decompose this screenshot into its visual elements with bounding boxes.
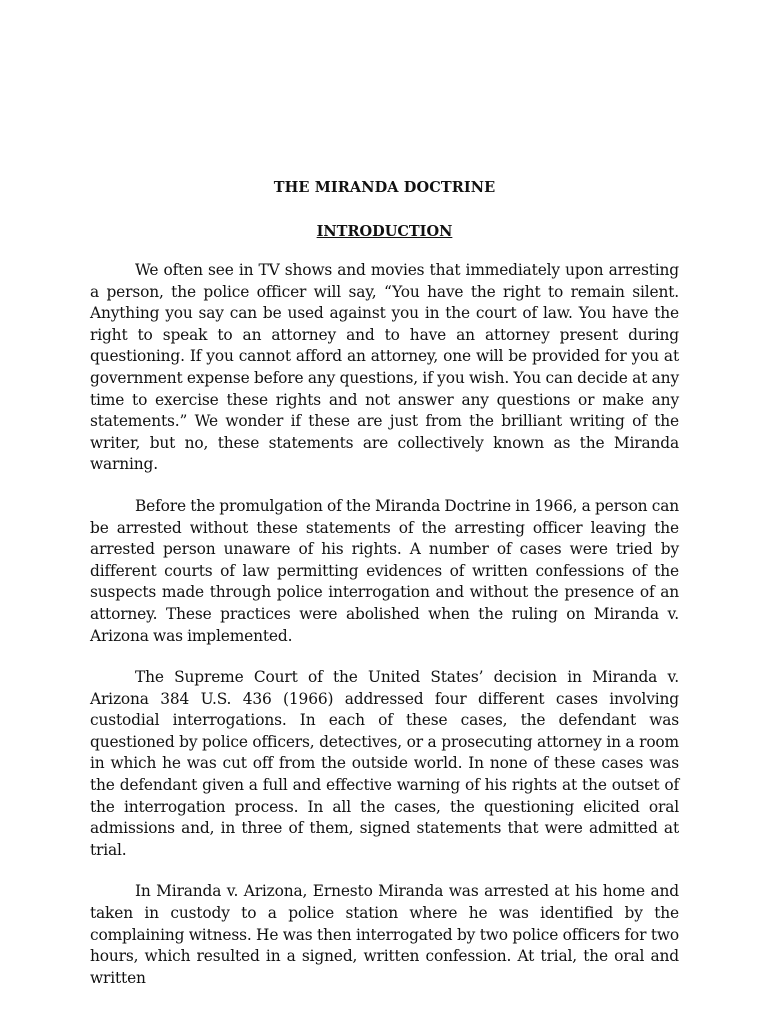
paragraph-miranda-v-arizona: In Miranda v. Arizona, Ernesto Miranda was arrested at his home and taken in custody to a police station where he was identified by the complaining witness. He was then interrogated by two police officers for two hours, which resulted in a signed, written confession. At trial, the oral and written [90, 882, 679, 987]
paragraph-miranda-warning: We often see in TV shows and movies that immediately upon arresting a person, the police officer will say, “You have the right to remain silent. Anything you say can be used against you in the court of law. You have the right to speak to an attorney and to have an attorney present during questioning. If you cannot afford an attorney, one will be provided for you at government expense before any questions, if you wish. You can decide at any time to exercise these rights and not answer any questions or make any statements.” We wonder if these are just from the brilliant writing of the writer, but no, these statements are collectively known as the Miranda warning. [90, 261, 679, 474]
document-body [90, 174, 679, 989]
paragraph-before-promulgation: Before the promulgation of the Miranda Doctrine in 1966, a person can be arrested without these statements of the arresting officer leaving the arrested person unaware of his rights. A number of cases were tried by different courts of law permitting evidences of written confessions of the suspects made through police interrogation and without the presence of an attorney. These practices were abolished when the ruling on Miranda v. Arizona was implemented. [90, 496, 679, 645]
section-heading-introduction: INTRODUCTION [316, 223, 453, 240]
paragraph-supreme-court-decision: The Supreme Court of the United States’ decision in Miranda v. Arizona 384 U.S. 436 (1966) addressed four different cases involving custodial interrogations. In each of these cases, the defendant was questioned by police officers, detectives, or a prosecuting attorney in a room in which he was cut off from the outside world. In none of these cases was the defendant given a full and effective warning of his rights at the outset of the interrogation process. In all the cases, the questioning elicited oral admissions and, in three of them, signed statements that were admitted at trial. [90, 668, 679, 859]
document-title: THE MIRANDA DOCTRINE [273, 179, 496, 196]
